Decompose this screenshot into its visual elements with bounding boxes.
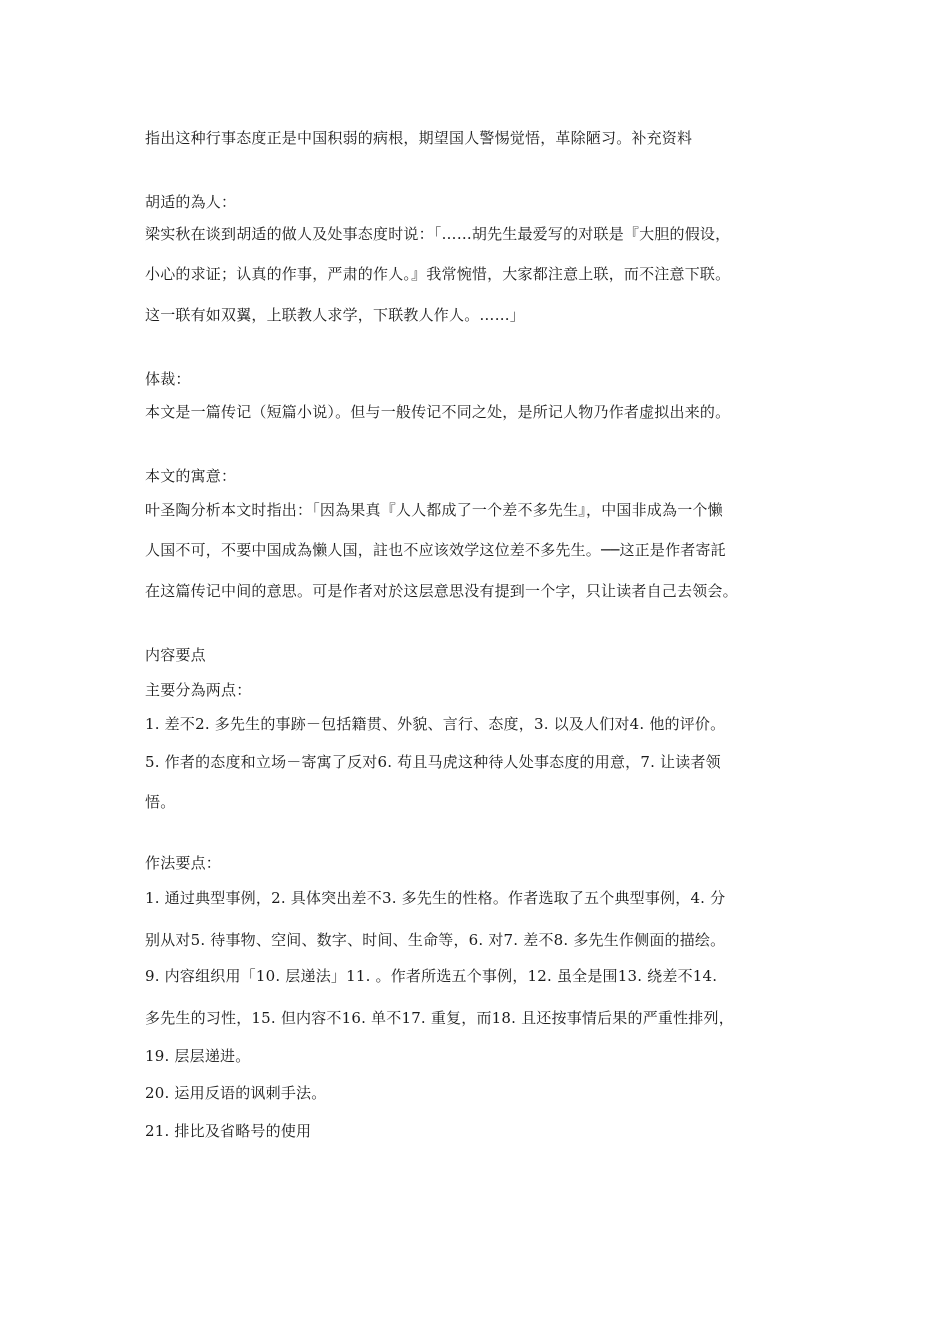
section-heading-hu-shi: 胡适的為人： — [145, 193, 237, 211]
section-heading-technique: 作法要点： — [145, 854, 222, 872]
list-item: 5. 作者的态度和立场－寄寓了反对6. 苟且马虎这种待人处事态度的用意，7. 让读者领 — [145, 753, 721, 771]
text-line: 本文是一篇传记（短篇小说）。但与一般传记不同之处，是所记人物乃作者虚拟出来的。 — [145, 403, 731, 421]
text-line: 梁实秋在谈到胡适的做人及处事态度时说：「……胡先生最爱写的对联是『大胆的假设， — [145, 225, 731, 243]
text-line: 指出这种行事态度正是中国积弱的病根，期望国人警惕觉悟，革除陋习。补充资料 — [145, 129, 693, 147]
list-item: 9. 内容组织用「10. 层递法」11. 。作者所选五个事例，12. 虽全是围13. 绕差不14. — [145, 967, 718, 985]
section-heading-meaning: 本文的寓意： — [145, 467, 237, 485]
text-line: 在这篇传记中间的意思。可是作者对於这层意思没有提到一个字，只让读者自己去领会。 — [145, 582, 738, 600]
text-line: 别从对5. 待事物、空间、数字、时间、生命等，6. 对7. 差不8. 多先生作侧面的描绘。 — [145, 931, 726, 949]
text-line: 人国不可，不要中国成為懒人国，註也不应该效学这位差不多先生。──这正是作者寄託 — [145, 541, 726, 559]
text-line: 这一联有如双翼，上联教人求学，下联教人作人。……」 — [145, 306, 526, 324]
text-line: 叶圣陶分析本文时指出：「因為果真『人人都成了一个差不多先生』，中国非成為一个懒 — [145, 501, 723, 519]
list-item: 1. 差不2. 多先生的事跡－包括籍贯、外貌、言行、态度，3. 以及人们对4. 他的评价。 — [145, 715, 726, 733]
text-line: 多先生的习性，15. 但内容不16. 单不17. 重复，而18. 且还按事情后果的严重性排列， — [145, 1009, 734, 1027]
section-heading-content: 内容要点 — [145, 646, 206, 664]
text-line: 主要分為两点： — [145, 681, 252, 699]
list-item: 21. 排比及省略号的使用 — [145, 1122, 312, 1140]
text-line: 小心的求证；认真的作事，严肃的作人。』我常惋惜，大家都注意上联，而不注意下联。 — [145, 265, 731, 283]
list-item: 19. 层层递进。 — [145, 1047, 251, 1065]
text-line: 悟。 — [145, 793, 176, 811]
list-item: 20. 运用反语的讽刺手法。 — [145, 1084, 327, 1102]
list-item: 1. 通过典型事例，2. 具体突出差不3. 多先生的性格。作者选取了五个典型事例，4. 分 — [145, 889, 726, 907]
section-heading-genre: 体裁： — [145, 370, 191, 388]
